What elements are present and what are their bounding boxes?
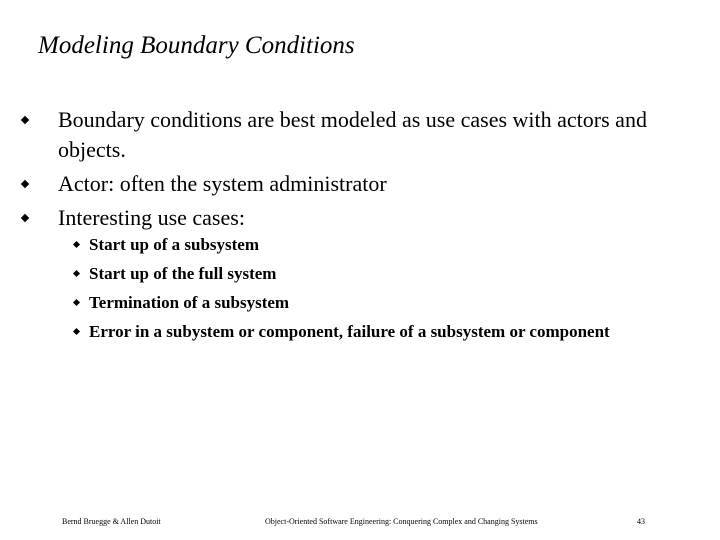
page-number: 43 [637, 517, 645, 526]
bullet-text: Interesting use cases: [58, 205, 245, 230]
sub-bullet-text: Termination of a subsystem [89, 293, 290, 312]
sub-bullet-item [0, 320, 720, 343]
sub-bullet-text: Error in a subystem or component, failure of a subsystem or component [89, 322, 610, 341]
diamond-bullet-icon [73, 328, 80, 335]
sub-bullet-list [0, 233, 720, 349]
diamond-bullet-icon [73, 270, 80, 277]
bullet-text: Actor: often the system administrator [58, 171, 387, 196]
slide-title: Modeling Boundary Conditions [38, 32, 355, 59]
sub-bullet-item [0, 262, 720, 285]
diamond-bullet-icon [21, 116, 29, 124]
diamond-bullet-icon [73, 299, 80, 306]
footer-authors: Bernd Bruegge & Allen Dutoit [62, 517, 161, 526]
sub-bullet-text: Start up of the full system [89, 264, 277, 283]
diamond-bullet-icon [73, 241, 80, 248]
sub-bullet-item [0, 233, 720, 256]
sub-bullet-text: Start up of a subsystem [89, 235, 260, 254]
bullet-item [0, 169, 720, 199]
bullet-item [0, 203, 720, 233]
footer-book-title: Object-Oriented Software Engineering: Conquering Complex and Changing Systems [265, 517, 538, 526]
diamond-bullet-icon [21, 180, 29, 188]
bullet-item [0, 105, 720, 165]
sub-bullet-item [0, 291, 720, 314]
bullet-list [0, 105, 720, 237]
diamond-bullet-icon [21, 214, 29, 222]
bullet-text: Boundary conditions are best modeled as use cases with actors and objects. [58, 107, 647, 162]
